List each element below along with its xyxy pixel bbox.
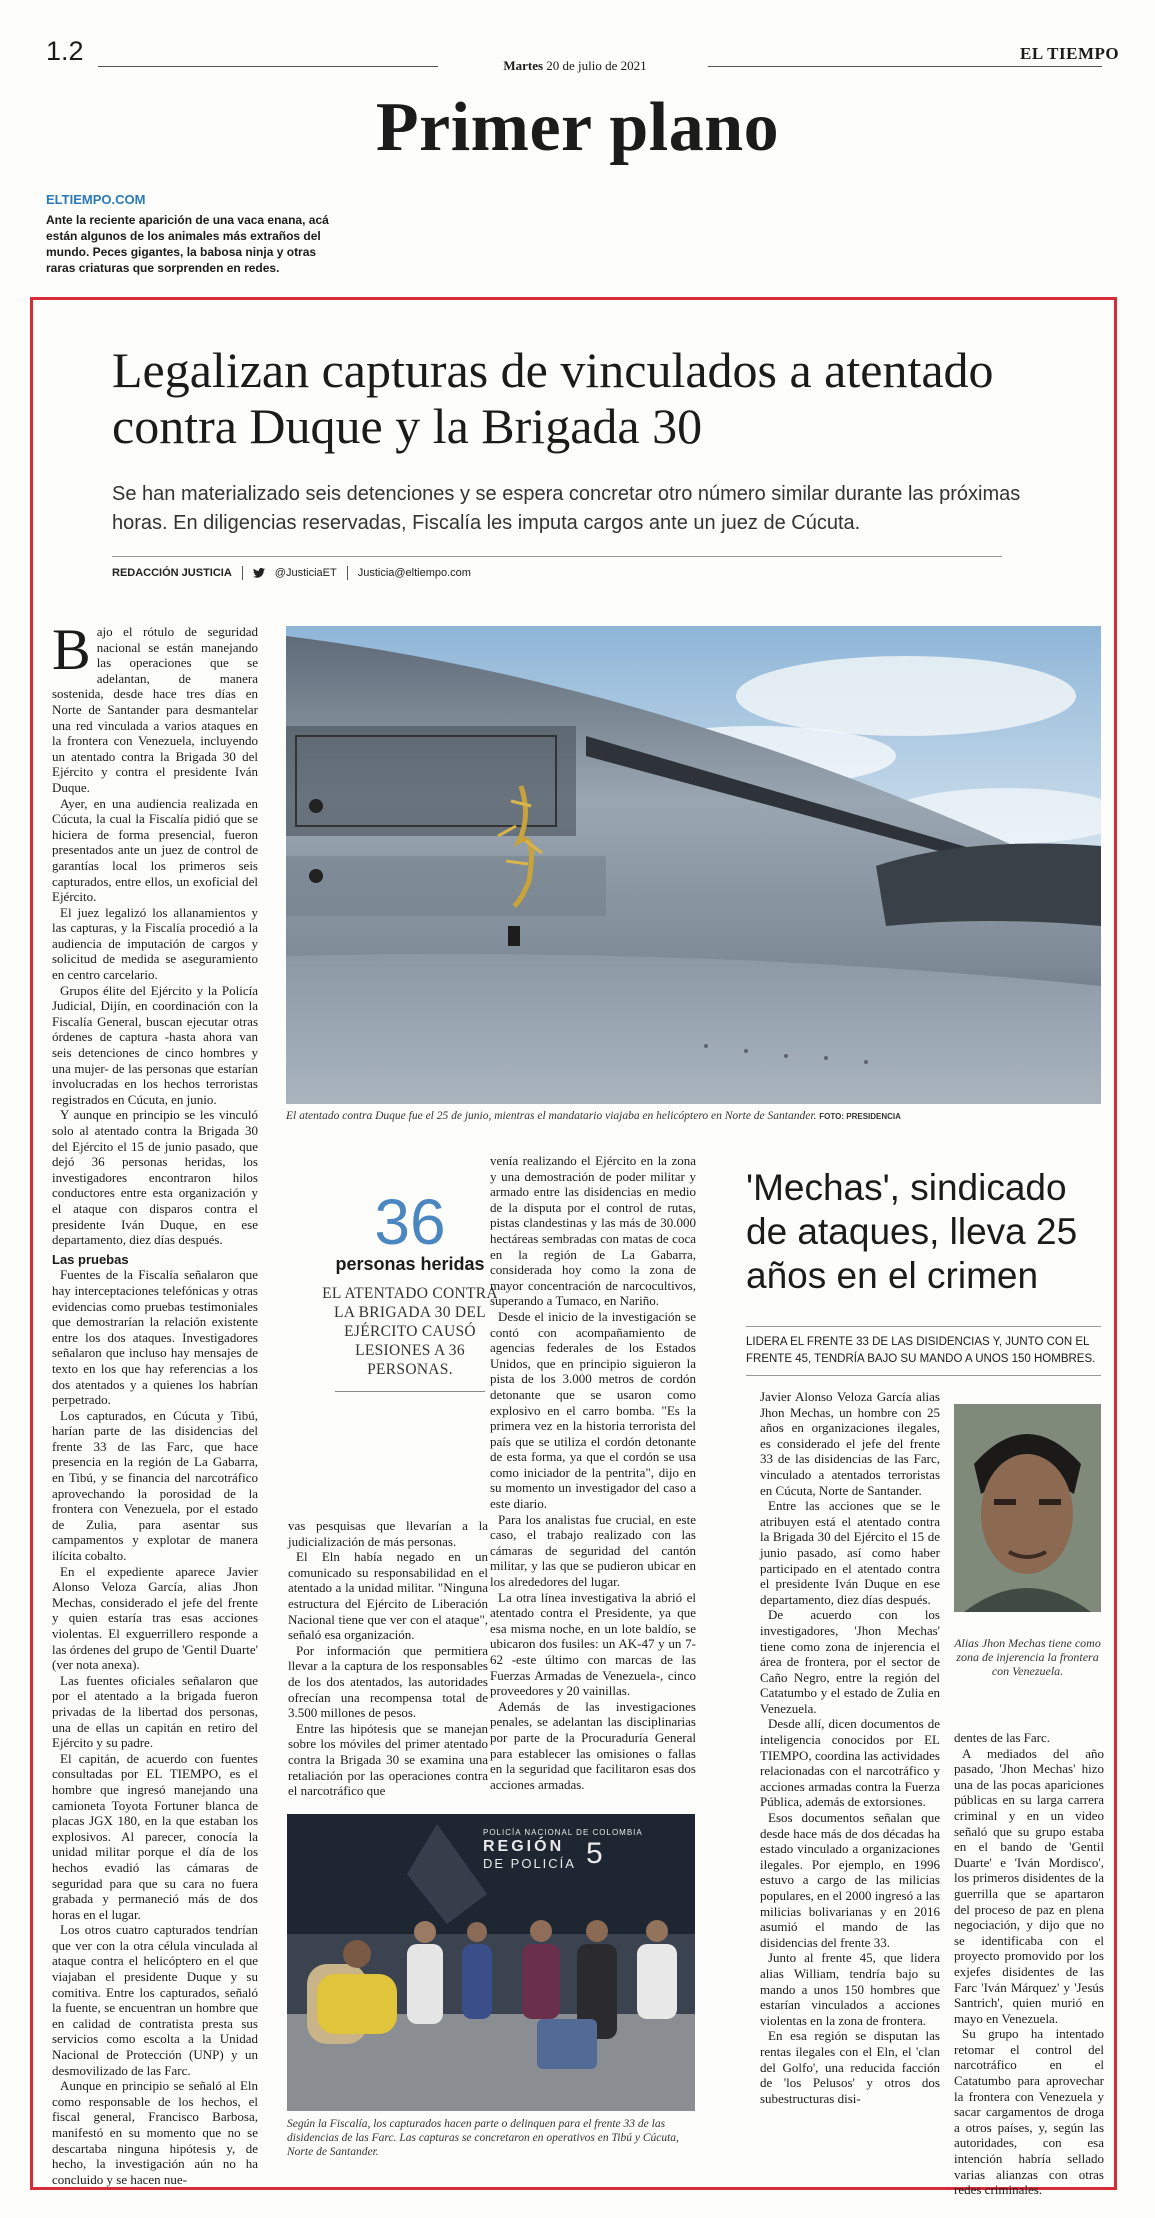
body-paragraph: Junto al frente 45, que lidera alias William, tendría bajo su mando a unos 150 hombres que estarían vinculados a acciones violentas en la zona de frontera. [760, 1950, 940, 2028]
article-column-3 [490, 1153, 696, 1792]
sidebar-column-1 [760, 1389, 940, 2106]
byline-separator [242, 566, 243, 580]
page-number: 1.2 [46, 36, 84, 66]
sidebar-title: 'Mechas', sindicado de ataques, lleva 25 años en el crimen [746, 1167, 1078, 1296]
body-paragraph: Grupos élite del Ejército y la Policía Judicial, Dijín, en coordinación con la Fiscalía General, buscan ejecutar otras órdenes de captura -hasta ahora van seis detenciones de cinco hombres y una mujer- de las personas que estarían involucradas en los hechos terroristas registrados en Cúcuta, en junio. [52, 982, 258, 1107]
body-paragraph: Los capturados, en Cúcuta y Tibú, harían parte de las disidencias del frente 33 de las Farc, que hace presencia en la región de La Gabarra, en Tibú, y se financia del narcotráfico aprovechando la porosidad de la frontera con Venezuela, por el estado de Zulia, para asentar sus campamentos y explotar de manera ilícita cobalto. [52, 1407, 258, 1564]
sidebar-column-2 [954, 1730, 1104, 2198]
lead-paragraph: Bajo el rótulo de seguridad nacional se están manejando las operaciones que se adelantan, de manera sostenida, desde hace tres días en Norte de Santander para desmantelar una red vinculada a varios ataques en la frontera con Venezuela, incluyendo un atentado contra la Brigada 30 del Ejército y contra el presidente Iván Duque. [52, 617, 258, 795]
twitter-bird-icon [253, 568, 265, 578]
body-paragraph: Además de las investigaciones penales, se adelantan las disciplinarias por parte de la Procuraduría General para establecer las omisiones o fallas en la seguridad que facilitaron esas dos acciones armadas. [490, 1698, 696, 1792]
byline-email[interactable]: Justicia@eltiempo.com [357, 567, 471, 579]
article-column-1 [52, 617, 258, 2187]
body-paragraph: dentes de las Farc. [954, 1730, 1051, 1745]
helicopter-photo [286, 626, 1101, 1104]
stat-callout [320, 1186, 500, 1392]
byline-twitter-handle[interactable]: @JusticiaET [274, 567, 337, 579]
body-paragraph: Y aunque en principio se les vinculó solo al atentado contra la Brigada 30 del Ejército el 15 de junio pasado, que dejó 36 personas heridas, los investigadores encontraron hilos conductores entre esta organización y el ataque con disparos contra el presidente Iván Duque, en ese departamento, diez días después. [52, 1107, 258, 1248]
sidebar-rule [746, 1326, 1101, 1327]
issue-weekday: Martes [503, 58, 544, 73]
sidebar-deck: LIDERA EL FRENTE 33 DE LAS DISIDENCIAS Y, JUNTO CON EL FRENTE 45, TENDRÍA BAJO SU MANDO A UNOS 150 HOMBRES. [746, 1336, 1096, 1365]
body-paragraph: El Eln había negado en un comunicado su responsabilidad en el atentado a la unidad militar. "Ninguna estructura del Ejército de Liberación Nacional tiene que ver con el ataque", señaló esa organización. [288, 1549, 488, 1643]
subheading: Las pruebas [52, 1251, 129, 1267]
stat-number: 36 [374, 1186, 446, 1258]
body-paragraph: La otra línea investigativa la abrió el atentado contra el Presidente, ya que esa misma noche, en un lote baldío, se ubicaron dos fusiles: un AK-47 y un 7-62 -este último con marcas de las Fuerzas Armadas de Venezuela-, cinco proveedores y 20 vainillas. [490, 1589, 696, 1699]
body-paragraph: Para los analistas fue crucial, en este caso, el trabajo realizado con las cámaras de seguridad del cantón militar, y las que se pudieron ubicar en los alrededores del lugar. [490, 1511, 696, 1590]
body-paragraph: Desde allí, dicen documentos de inteligencia conocidos por EL TIEMPO, coordina las actividades relacionadas con el narcotráfico y acciones armadas contra la Fuerza Pública, además de extorsiones. [760, 1716, 940, 1810]
body-paragraph: Entre las acciones que se le atribuyen está el atentado contra la Brigada 30 del Ejército el 15 de junio pasado, así como haber participado en el atentado contra el presidente Iván Duque en ese departamento, diez días después. [760, 1498, 940, 1607]
web-teaser-text: Ante la reciente aparición de una vaca enana, acá están algunos de los animales más extraños del mundo. Peces gigantes, la babosa ninja y otras raras criaturas que sorprenden en redes. [46, 213, 329, 275]
article-column-2 [288, 1518, 488, 1799]
detainees-photo-caption: Según la Fiscalía, los capturados hacen parte o delinquen para el frente 33 de las disidencias de las Farc. Las capturas se concretaron en operativos en Tibú y Cúcuta, Norte de Santander. [287, 2118, 679, 2158]
body-paragraph: El juez legalizó los allanamientos y las capturas, y la Fiscalía procedió a la audiencia de imputación de cargos y solicitud de medida se aseguramiento en centro carcelario. [52, 904, 258, 983]
byline [112, 566, 471, 580]
body-paragraph: En el expediente aparece Javier Alonso Veloza García, alias Jhon Mechas, considerado el jefe del frente y quien estaría tras esas acciones violentas. El exguerrillero responde a las órdenes del grupo de 'Gentil Duarte' (ver nota anexa). [52, 1563, 258, 1673]
body-paragraph: Esos documentos señalan que desde hace más de dos décadas ha estado vinculado a organizaciones ilegales. Por ejemplo, en 1996 estuvo a cargo de las milicias populares, en el 2000 ingresó a las milicias bolivarianas y en 2016 asumió el mando de las disidencias del frente 33. [760, 1810, 940, 1950]
newspaper-brand: EL TIEMPO [1020, 44, 1120, 63]
stat-rule [335, 1391, 485, 1392]
body-paragraph: El capitán, de acuerdo con fuentes consultadas por EL TIEMPO, es el hombre que ingresó manejando una camioneta Toyota Fortuner blanca de placas JGX 180, en la que estaban los explosivos. Al parecer, conocía la unidad militar porque el día de los hechos evadió las cámaras de seguridad para que su cara no fuera grabada y permaneció más de dos horas en el lugar. [52, 1750, 258, 1922]
body-paragraph: Los otros cuatro capturados tendrían que ver con la otra célula vinculada al ataque contra el helicóptero en el que viajaban el presidente Duque y su comitiva. Entre los capturados, señaló la fuente, se encuentran un hombre que en calidad de contratista presta sus servicios como escolta a la Unidad Nacional de Protección (UNP) y un desmovilizado de las Farc. [52, 1922, 258, 2078]
portrait-caption: Alias Jhon Mechas tiene como zona de injerencia la frontera con Venezuela. [954, 1636, 1101, 1678]
police-sign-line3: DE POLICÍA [483, 1855, 576, 1871]
body-paragraph: En esa región se disputan las rentas ilegales con el Eln, el 'clan del Golfo', una reducida facción de 'los Pelusos' y otros dos subestructuras disi- [760, 2028, 940, 2106]
body-paragraph: A mediados del año pasado, 'Jhon Mechas' hizo una de las pocas apariciones públicas en su larga carrera criminal y en un video señaló que su grupo estaba en el bando de 'Gentil Duarte' e 'Iván Mordisco', los primeros disidentes de la guerrilla que se apartaron del proceso de paz en plena negociación, y dijo que no se identificaba con el proyecto promovido por los exjefes disidentes de las Farc 'Iván Márquez' y 'Jesús Santrich', quien murió en mayo en Venezuela. [954, 1745, 1104, 2026]
byline-separator [347, 566, 348, 580]
photo-credit: FOTO: PRESIDENCIA [819, 1112, 901, 1121]
stat-label: personas heridas [335, 1254, 485, 1274]
body-paragraph: Fuentes de la Fiscalía señalaron que hay interceptaciones telefónicas y otras evidencias como pruebas testimoniales que demostrarían la relación existente entre los dos ataques. Investigadores señalaron que incluso hay mensajes de texto en los que hay referencias a los dos atentados y a quienes los habrían perpetrado. [52, 1267, 258, 1408]
sidebar-rule [746, 1375, 1101, 1376]
issue-date-text: 20 de julio de 2021 [546, 58, 647, 73]
web-teaser-source[interactable]: ELTIEMPO.COM [46, 192, 146, 207]
header-rule-right [708, 66, 1102, 67]
stat-text: EL ATENTADO CONTRA LA BRIGADA 30 DEL EJÉRCITO CAUSÓ LESIONES A 36 PERSONAS. [322, 1285, 498, 1378]
header-rule-left [98, 66, 438, 67]
body-paragraph: De acuerdo con los investigadores, 'Jhon Mechas' tiene como zona de injerencia el área de frontera, por el sector de Caño Negro, entre la región del Catatumbo y el estado de Zulia en Venezuela. [760, 1607, 940, 1716]
body-paragraph: Las fuentes oficiales señalaron que por el atentado a la brigada fueron privadas de la libertad dos personas, una de ellas un capitán en retiro del Ejército y su padre. [52, 1672, 258, 1751]
article-headline: Legalizan capturas de vinculados a atentado contra Duque y la Brigada 30 [112, 342, 994, 454]
body-paragraph: vas pesquisas que llevarían a la judicialización de más personas. [288, 1518, 488, 1549]
byline-author: REDACCIÓN JUSTICIA [112, 567, 232, 579]
detainees-photo [287, 1814, 695, 2111]
jhon-mechas-portrait [954, 1404, 1101, 1612]
body-paragraph: Su grupo ha intentado retomar el control del narcotráfico en el Catatumbo para aprovechar la frontera con Venezuela y sacar cargamentos de droga a otros países, y, según las autoridades, con esa intención habría sellado varias alianzas con otras redes criminales. [954, 2026, 1104, 2198]
police-sign-line2: REGIÓN [483, 1837, 565, 1855]
police-sign-line1: POLICÍA NACIONAL DE COLOMBIA [483, 1828, 643, 1837]
drop-cap: B [52, 617, 91, 682]
helicopter-photo-caption: El atentado contra Duque fue el 25 de junio, mientras el mandatario viajaba en helicóptero en Norte de Santander. FOTO: PRESIDENCIA [286, 1110, 901, 1122]
body-paragraph: Javier Alonso Veloza García alias Jhon Mechas, un hombre con 25 años en organizaciones ilegales, es considerado el jefe del frente 33 de las disidencias de las Farc, vinculado a atentados terroristas en Cúcuta, Norte de Santander. [760, 1389, 940, 1498]
byline-rule [112, 556, 1002, 557]
section-title: Primer plano [375, 89, 780, 166]
body-paragraph: Aunque en principio se señaló al Eln como responsable de los hechos, el fiscal general, Francisco Barbosa, manifestó en su momento que no se descartaba ninguna hipótesis y, de hecho, la investigación aún no ha concluido y se hacen nue- [52, 2078, 258, 2187]
body-paragraph: Entre las hipótesis que se manejan sobre los móviles del primer atentado contra la Brigada 30 se examina una retaliación por las operaciones contra el narcotráfico que [288, 1720, 488, 1799]
police-sign-number: 5 [585, 1837, 603, 1870]
body-paragraph: Desde el inicio de la investigación se contó con acompañamiento de agencias federales de los Estados Unidos, que en principio siguieron la pista de los 3.000 metros de cordón detonante que se usaron como explosivo en el carro bomba. "Es la primera vez en la historia terrorista del país que se utiliza el cordón detonante de esta forma, ya que el cordón se usa como iniciador de la pentrita", dijo en su momento un investigador del caso a este diario. [490, 1308, 696, 1512]
police-sign [483, 1828, 683, 1871]
body-paragraph: Por información que permitiera llevar a la captura de los responsables de los dos atentados, las autoridades ofrecían una recompensa total de 3.500 millones de pesos. [288, 1642, 488, 1721]
body-paragraph: venía realizando el Ejército en la zona y una demostración de poder militar y armado entre las disidencias en medio de la disputa por el control de rutas, pistas clandestinas y las más de 30.000 hectáreas sembradas con matas de coca en la región de La Gabarra, considerada hoy como la zona de mayor concentración de narcocultivos, superando a Tumaco, en Nariño. [490, 1153, 696, 1309]
issue-date [470, 58, 680, 74]
article-deck: Se han materializado seis detenciones y se espera concretar otro número similar durante las próximas horas. En diligencias reservadas, Fiscalía les imputa cargos ante un juez de Cúcuta. [112, 483, 1021, 534]
body-paragraph: Ayer, en una audiencia realizada en Cúcuta, la cual la Fiscalía pidió que se hiciera de forma presencial, fueron presentados ante un juez de control de garantías local los primeros seis capturados, entre ellos, un exoficial del Ejército. [52, 795, 258, 905]
